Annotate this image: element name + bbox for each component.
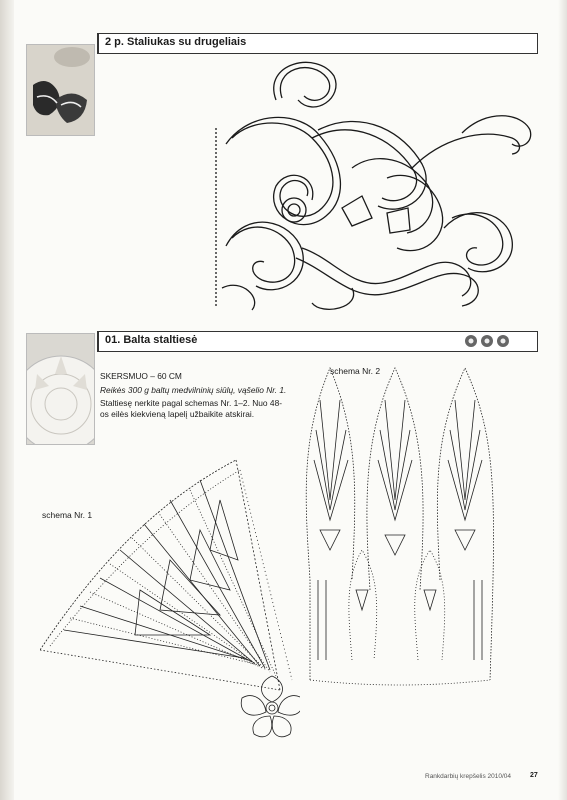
instructions-text: Staltiesę nerkite pagal schemas Nr. 1–2. Nuo 48-os eilės kiekvieną lapelį užbaikite atskirai. <box>100 398 283 419</box>
schema-1-label: schema Nr. 1 <box>42 510 93 520</box>
difficulty-rating-icon <box>463 333 523 349</box>
page-right-edge <box>558 0 567 800</box>
section-title: 01. Balta staltiesė <box>105 334 198 346</box>
pattern-info <box>100 371 290 422</box>
butterfly-filet-diagram <box>212 58 542 320</box>
page-number: 27 <box>530 772 538 779</box>
photo-butterfly-table-thumbnail <box>26 44 95 136</box>
publication-footer: Rankdarbių krepšelis 2010/04 <box>425 773 511 780</box>
schema-2-label: schema Nr. 2 <box>330 366 381 376</box>
diameter-text: SKERSMUO – 60 CM <box>100 371 182 381</box>
schema-1-diagram <box>40 440 300 760</box>
schema-2-diagram <box>290 360 520 690</box>
materials-text: Reikės 300 g baltų medvilninių siūlų, vąšelio Nr. 1. <box>100 384 287 395</box>
section-header-butterflies <box>97 33 538 54</box>
section-title: 2 p. Staliukas su drugeliais <box>105 36 247 48</box>
page-binding-edge <box>0 0 14 800</box>
photo-tablecloth-thumbnail <box>26 333 95 445</box>
